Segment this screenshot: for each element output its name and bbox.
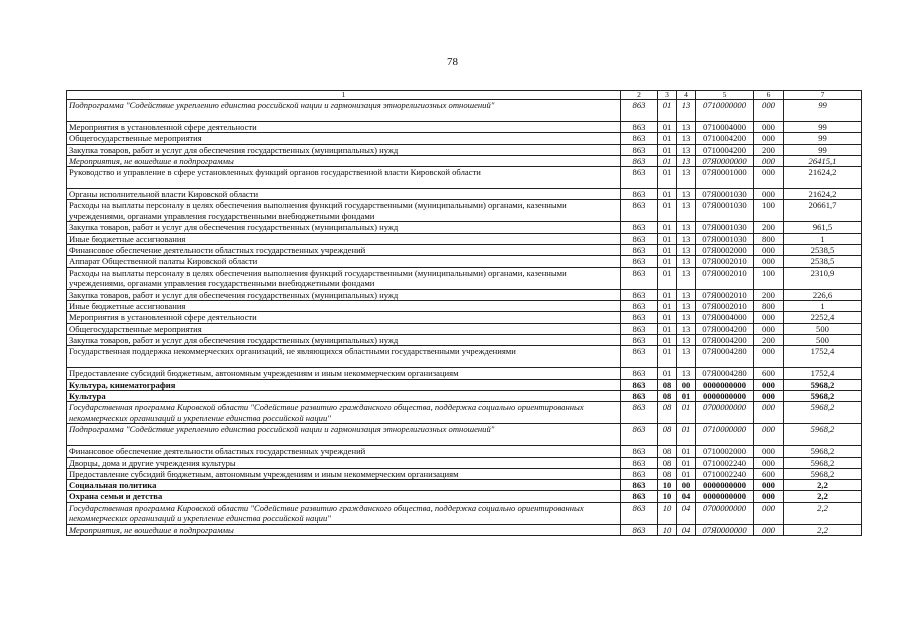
table-row xyxy=(67,167,862,189)
target-article-code: 07Я0000000 xyxy=(696,155,754,166)
target-article-code: 07Я0002000 xyxy=(696,245,754,256)
ministry-code: 863 xyxy=(621,121,658,132)
target-article-code: 0700000000 xyxy=(696,402,754,424)
subsection-code: 13 xyxy=(677,346,696,368)
subsection-code: 01 xyxy=(677,446,696,457)
amount: 99 xyxy=(784,121,862,132)
subsection-code: 13 xyxy=(677,222,696,233)
subsection-code: 04 xyxy=(677,502,696,524)
item-name: Государственная программа Кировской области "Содействие развитию гражданского общества, поддержка социально ориентированных некоммерческих организаций и укрепление единства российской нации" xyxy=(67,502,621,524)
section-code: 01 xyxy=(658,346,677,368)
subsection-code: 13 xyxy=(677,121,696,132)
ministry-code: 863 xyxy=(621,491,658,502)
ministry-code: 863 xyxy=(621,334,658,345)
subsection-code: 13 xyxy=(677,289,696,300)
target-article-code: 0000000000 xyxy=(696,480,754,491)
expense-type-code: 100 xyxy=(754,267,784,289)
expense-type-code: 000 xyxy=(754,99,784,121)
section-code: 01 xyxy=(658,312,677,323)
section-code: 08 xyxy=(658,424,677,446)
amount: 5968,2 xyxy=(784,379,862,390)
expense-type-code: 000 xyxy=(754,390,784,401)
table-row xyxy=(67,256,862,267)
target-article-code: 07Я0001030 xyxy=(696,233,754,244)
column-number: 4 xyxy=(677,91,696,100)
amount: 2,2 xyxy=(784,491,862,502)
item-name: Руководство и управление в сфере установленных функций органов государственной власти Кировской области xyxy=(67,167,621,189)
expense-type-code: 000 xyxy=(754,167,784,189)
amount: 21624,2 xyxy=(784,189,862,200)
table-row xyxy=(67,491,862,502)
table-row xyxy=(67,390,862,401)
section-code: 01 xyxy=(658,200,677,222)
target-article-code: 0710002240 xyxy=(696,457,754,468)
subsection-code: 13 xyxy=(677,144,696,155)
section-code: 01 xyxy=(658,323,677,334)
amount: 2,2 xyxy=(784,480,862,491)
item-name: Мероприятия в установленной сфере деятельности xyxy=(67,121,621,132)
ministry-code: 863 xyxy=(621,346,658,368)
ministry-code: 863 xyxy=(621,133,658,144)
table-row xyxy=(67,189,862,200)
target-article-code: 07Я0002010 xyxy=(696,267,754,289)
budget-table xyxy=(66,90,862,536)
target-article-code: 07Я0002010 xyxy=(696,289,754,300)
amount: 1752,4 xyxy=(784,346,862,368)
item-name: Закупка товаров, работ и услуг для обеспечения государственных (муниципальных) нужд xyxy=(67,289,621,300)
expense-type-code: 000 xyxy=(754,524,784,535)
table-row xyxy=(67,446,862,457)
expense-type-code: 000 xyxy=(754,346,784,368)
amount: 21624,2 xyxy=(784,167,862,189)
amount: 20661,7 xyxy=(784,200,862,222)
amount: 5968,2 xyxy=(784,457,862,468)
amount: 2538,5 xyxy=(784,245,862,256)
item-name: Государственная программа Кировской области "Содействие развитию гражданского общества, поддержка социально ориентированных некоммерческих организаций и укрепление единства российской нации" xyxy=(67,402,621,424)
column-number: 2 xyxy=(621,91,658,100)
table-row xyxy=(67,121,862,132)
target-article-code: 07Я0004000 xyxy=(696,312,754,323)
section-code: 01 xyxy=(658,245,677,256)
item-name: Иные бюджетные ассигнования xyxy=(67,301,621,312)
target-article-code: 07Я0002010 xyxy=(696,256,754,267)
subsection-code: 13 xyxy=(677,233,696,244)
subsection-code: 04 xyxy=(677,524,696,535)
expense-type-code: 200 xyxy=(754,144,784,155)
ministry-code: 863 xyxy=(621,424,658,446)
item-name: Государственная поддержка некоммерческих организаций, не являющихся областными государственными учреждениями xyxy=(67,346,621,368)
target-article-code: 0000000000 xyxy=(696,379,754,390)
amount: 2252,4 xyxy=(784,312,862,323)
item-name: Расходы на выплаты персоналу в целях обеспечения выполнения функций государственными (муниципальными) органами, казенными учреждениями, органами управления государственными внебюджетными фондами xyxy=(67,200,621,222)
target-article-code: 07Я0004280 xyxy=(696,346,754,368)
table-row xyxy=(67,502,862,524)
expense-type-code: 000 xyxy=(754,155,784,166)
ministry-code: 863 xyxy=(621,155,658,166)
expense-type-code: 600 xyxy=(754,468,784,479)
section-code: 01 xyxy=(658,155,677,166)
table-row xyxy=(67,289,862,300)
table-row xyxy=(67,323,862,334)
ministry-code: 863 xyxy=(621,390,658,401)
section-code: 01 xyxy=(658,289,677,300)
target-article-code: 0710000000 xyxy=(696,424,754,446)
expense-type-code: 000 xyxy=(754,121,784,132)
ministry-code: 863 xyxy=(621,524,658,535)
section-code: 01 xyxy=(658,189,677,200)
target-article-code: 07Я0000000 xyxy=(696,524,754,535)
amount: 5968,2 xyxy=(784,424,862,446)
expense-type-code: 000 xyxy=(754,256,784,267)
target-article-code: 0710000000 xyxy=(696,99,754,121)
table-row xyxy=(67,245,862,256)
ministry-code: 863 xyxy=(621,446,658,457)
expense-type-code: 100 xyxy=(754,200,784,222)
ministry-code: 863 xyxy=(621,301,658,312)
target-article-code: 0000000000 xyxy=(696,491,754,502)
item-name: Социальная политика xyxy=(67,480,621,491)
amount: 99 xyxy=(784,133,862,144)
item-name: Закупка товаров, работ и услуг для обеспечения государственных (муниципальных) нужд xyxy=(67,144,621,155)
subsection-code: 13 xyxy=(677,99,696,121)
ministry-code: 863 xyxy=(621,233,658,244)
amount: 961,5 xyxy=(784,222,862,233)
item-name: Мероприятия, не вошедшие в подпрограммы xyxy=(67,155,621,166)
ministry-code: 863 xyxy=(621,502,658,524)
expense-type-code: 000 xyxy=(754,446,784,457)
amount: 5968,2 xyxy=(784,468,862,479)
target-article-code: 07Я0004200 xyxy=(696,323,754,334)
table-row xyxy=(67,524,862,535)
subsection-code: 13 xyxy=(677,245,696,256)
amount: 2538,5 xyxy=(784,256,862,267)
item-name: Мероприятия, не вошедшие в подпрограммы xyxy=(67,524,621,535)
section-code: 10 xyxy=(658,502,677,524)
item-name: Финансовое обеспечение деятельности областных государственных учреждений xyxy=(67,446,621,457)
item-name: Иные бюджетные ассигнования xyxy=(67,233,621,244)
ministry-code: 863 xyxy=(621,323,658,334)
ministry-code: 863 xyxy=(621,402,658,424)
item-name: Общегосударственные мероприятия xyxy=(67,323,621,334)
item-name: Мероприятия в установленной сфере деятельности xyxy=(67,312,621,323)
table-row xyxy=(67,368,862,379)
subsection-code: 13 xyxy=(677,189,696,200)
amount: 500 xyxy=(784,323,862,334)
subsection-code: 13 xyxy=(677,133,696,144)
subsection-code: 13 xyxy=(677,312,696,323)
expense-type-code: 000 xyxy=(754,457,784,468)
table-row xyxy=(67,99,862,121)
ministry-code: 863 xyxy=(621,167,658,189)
section-code: 01 xyxy=(658,222,677,233)
expense-type-code: 000 xyxy=(754,402,784,424)
column-number: 6 xyxy=(754,91,784,100)
amount: 2,2 xyxy=(784,524,862,535)
section-code: 01 xyxy=(658,121,677,132)
table-row xyxy=(67,457,862,468)
subsection-code: 04 xyxy=(677,491,696,502)
subsection-code: 13 xyxy=(677,368,696,379)
table-row xyxy=(67,424,862,446)
subsection-code: 13 xyxy=(677,323,696,334)
table-row xyxy=(67,144,862,155)
expense-type-code: 200 xyxy=(754,334,784,345)
item-name: Предоставление субсидий бюджетным, автономным учреждениям и иным некоммерческим организациям xyxy=(67,468,621,479)
expense-type-code: 200 xyxy=(754,289,784,300)
subsection-code: 13 xyxy=(677,200,696,222)
target-article-code: 0710004200 xyxy=(696,133,754,144)
ministry-code: 863 xyxy=(621,245,658,256)
column-number-row xyxy=(67,91,862,100)
table-row xyxy=(67,334,862,345)
amount: 1 xyxy=(784,301,862,312)
item-name: Закупка товаров, работ и услуг для обеспечения государственных (муниципальных) нужд xyxy=(67,222,621,233)
target-article-code: 07Я0001030 xyxy=(696,222,754,233)
ministry-code: 863 xyxy=(621,379,658,390)
section-code: 01 xyxy=(658,144,677,155)
ministry-code: 863 xyxy=(621,222,658,233)
subsection-code: 00 xyxy=(677,480,696,491)
target-article-code: 07Я0001030 xyxy=(696,200,754,222)
ministry-code: 863 xyxy=(621,312,658,323)
ministry-code: 863 xyxy=(621,99,658,121)
item-name: Расходы на выплаты персоналу в целях обеспечения выполнения функций государственными (муниципальными) органами, казенными учреждениями, органами управления государственными внебюджетными фондами xyxy=(67,267,621,289)
amount: 2310,9 xyxy=(784,267,862,289)
table-row xyxy=(67,312,862,323)
item-name: Охрана семьи и детства xyxy=(67,491,621,502)
section-code: 01 xyxy=(658,133,677,144)
target-article-code: 07Я0004280 xyxy=(696,368,754,379)
expense-type-code: 000 xyxy=(754,480,784,491)
target-article-code: 07Я0004200 xyxy=(696,334,754,345)
ministry-code: 863 xyxy=(621,289,658,300)
section-code: 08 xyxy=(658,468,677,479)
section-code: 08 xyxy=(658,390,677,401)
amount: 99 xyxy=(784,99,862,121)
section-code: 10 xyxy=(658,491,677,502)
budget-table-body xyxy=(67,91,862,536)
section-code: 08 xyxy=(658,457,677,468)
column-number: 7 xyxy=(784,91,862,100)
ministry-code: 863 xyxy=(621,189,658,200)
section-code: 10 xyxy=(658,524,677,535)
table-row xyxy=(67,200,862,222)
expense-type-code: 000 xyxy=(754,424,784,446)
item-name: Финансовое обеспечение деятельности областных государственных учреждений xyxy=(67,245,621,256)
section-code: 01 xyxy=(658,301,677,312)
amount: 26415,1 xyxy=(784,155,862,166)
section-code: 01 xyxy=(658,256,677,267)
item-name: Закупка товаров, работ и услуг для обеспечения государственных (муниципальных) нужд xyxy=(67,334,621,345)
subsection-code: 01 xyxy=(677,402,696,424)
ministry-code: 863 xyxy=(621,468,658,479)
subsection-code: 01 xyxy=(677,468,696,479)
item-name: Дворцы, дома и другие учреждения культуры xyxy=(67,457,621,468)
expense-type-code: 000 xyxy=(754,189,784,200)
target-article-code: 07Я0001000 xyxy=(696,167,754,189)
subsection-code: 00 xyxy=(677,379,696,390)
column-number: 3 xyxy=(658,91,677,100)
subsection-code: 01 xyxy=(677,390,696,401)
table-row xyxy=(67,155,862,166)
column-number: 5 xyxy=(696,91,754,100)
ministry-code: 863 xyxy=(621,144,658,155)
item-name: Подпрограмма "Содействие укреплению единства российской нации и гармонизация этнорелигиозных отношений" xyxy=(67,424,621,446)
item-name: Органы исполнительной власти Кировской области xyxy=(67,189,621,200)
expense-type-code: 200 xyxy=(754,222,784,233)
item-name: Подпрограмма "Содействие укреплению единства российской нации и гармонизация этнорелигиозных отношений" xyxy=(67,99,621,121)
section-code: 08 xyxy=(658,402,677,424)
section-code: 08 xyxy=(658,379,677,390)
amount: 5968,2 xyxy=(784,402,862,424)
target-article-code: 07Я0001030 xyxy=(696,189,754,200)
expense-type-code: 000 xyxy=(754,312,784,323)
subsection-code: 13 xyxy=(677,301,696,312)
section-code: 01 xyxy=(658,267,677,289)
section-code: 01 xyxy=(658,233,677,244)
target-article-code: 07Я0002010 xyxy=(696,301,754,312)
table-row xyxy=(67,222,862,233)
page-number: 78 xyxy=(447,56,458,68)
table-row xyxy=(67,468,862,479)
table-row xyxy=(67,402,862,424)
expense-type-code: 000 xyxy=(754,323,784,334)
section-code: 01 xyxy=(658,99,677,121)
item-name: Предоставление субсидий бюджетным, автономным учреждениям и иным некоммерческим организациям xyxy=(67,368,621,379)
item-name: Культура, кинематография xyxy=(67,379,621,390)
section-code: 01 xyxy=(658,368,677,379)
table-row xyxy=(67,480,862,491)
ministry-code: 863 xyxy=(621,200,658,222)
subsection-code: 13 xyxy=(677,256,696,267)
expense-type-code: 000 xyxy=(754,379,784,390)
ministry-code: 863 xyxy=(621,267,658,289)
item-name: Культура xyxy=(67,390,621,401)
amount: 2,2 xyxy=(784,502,862,524)
expense-type-code: 000 xyxy=(754,502,784,524)
subsection-code: 01 xyxy=(677,457,696,468)
target-article-code: 0700000000 xyxy=(696,502,754,524)
expense-type-code: 600 xyxy=(754,368,784,379)
section-code: 01 xyxy=(658,334,677,345)
ministry-code: 863 xyxy=(621,480,658,491)
amount: 5968,2 xyxy=(784,390,862,401)
expense-type-code: 000 xyxy=(754,491,784,502)
amount: 500 xyxy=(784,334,862,345)
expense-type-code: 000 xyxy=(754,133,784,144)
ministry-code: 863 xyxy=(621,256,658,267)
target-article-code: 0000000000 xyxy=(696,390,754,401)
expense-type-code: 800 xyxy=(754,301,784,312)
ministry-code: 863 xyxy=(621,457,658,468)
subsection-code: 13 xyxy=(677,167,696,189)
section-code: 01 xyxy=(658,167,677,189)
amount: 99 xyxy=(784,144,862,155)
target-article-code: 0710002000 xyxy=(696,446,754,457)
amount: 1752,4 xyxy=(784,368,862,379)
target-article-code: 0710004000 xyxy=(696,121,754,132)
target-article-code: 0710002240 xyxy=(696,468,754,479)
expense-type-code: 800 xyxy=(754,233,784,244)
section-code: 08 xyxy=(658,446,677,457)
table-row xyxy=(67,301,862,312)
subsection-code: 13 xyxy=(677,334,696,345)
ministry-code: 863 xyxy=(621,368,658,379)
table-row xyxy=(67,346,862,368)
expense-type-code: 000 xyxy=(754,245,784,256)
table-row xyxy=(67,233,862,244)
amount: 226,6 xyxy=(784,289,862,300)
table-row xyxy=(67,379,862,390)
table-row xyxy=(67,267,862,289)
table-row xyxy=(67,133,862,144)
amount: 5968,2 xyxy=(784,446,862,457)
amount: 1 xyxy=(784,233,862,244)
subsection-code: 13 xyxy=(677,267,696,289)
subsection-code: 13 xyxy=(677,155,696,166)
column-number: 1 xyxy=(67,91,621,100)
subsection-code: 01 xyxy=(677,424,696,446)
item-name: Аппарат Общественной палаты Кировской области xyxy=(67,256,621,267)
section-code: 10 xyxy=(658,480,677,491)
item-name: Общегосударственные мероприятия xyxy=(67,133,621,144)
target-article-code: 0710004200 xyxy=(696,144,754,155)
